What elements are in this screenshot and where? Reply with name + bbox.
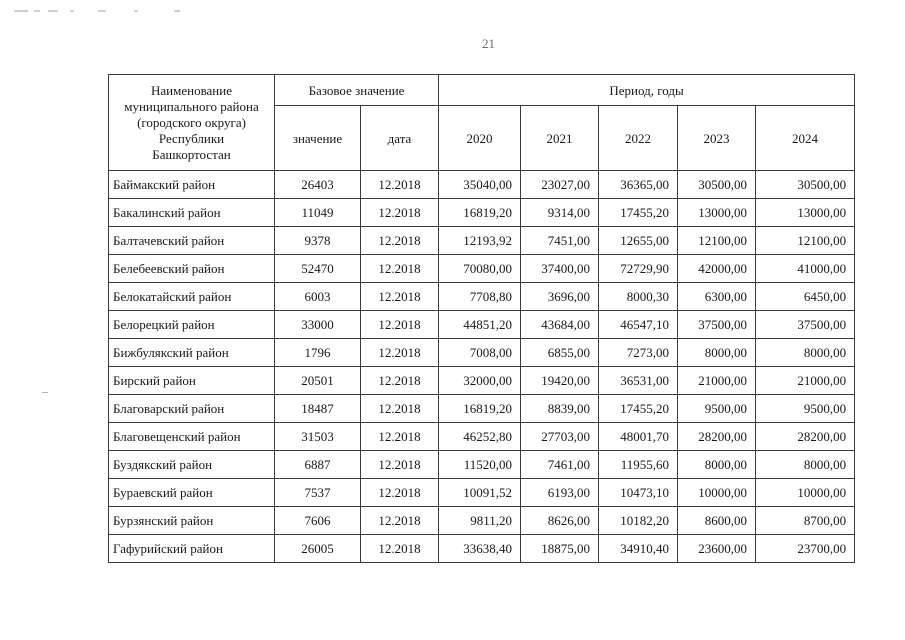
value-2020-cell: 12193,92 [439, 227, 521, 255]
base-date-cell: 12.2018 [361, 451, 439, 479]
base-value-cell: 31503 [275, 423, 361, 451]
value-2024-cell: 41000,00 [756, 255, 855, 283]
base-date-cell: 12.2018 [361, 423, 439, 451]
base-value-cell: 33000 [275, 311, 361, 339]
base-date-header: дата [361, 106, 439, 171]
value-2024-cell: 8000,00 [756, 451, 855, 479]
table-row [109, 395, 855, 423]
value-2021-cell: 7451,00 [521, 227, 599, 255]
base-date-cell: 12.2018 [361, 199, 439, 227]
base-value-cell: 52470 [275, 255, 361, 283]
table-row [109, 479, 855, 507]
value-2021-cell: 6193,00 [521, 479, 599, 507]
base-date-cell: 12.2018 [361, 507, 439, 535]
value-2024-cell: 13000,00 [756, 199, 855, 227]
base-value-cell: 9378 [275, 227, 361, 255]
value-2020-cell: 32000,00 [439, 367, 521, 395]
value-2021-cell: 23027,00 [521, 171, 599, 199]
value-2022-cell: 7273,00 [599, 339, 678, 367]
value-2022-cell: 34910,40 [599, 535, 678, 563]
base-value-cell: 6003 [275, 283, 361, 311]
value-2020-cell: 46252,80 [439, 423, 521, 451]
district-name-cell: Бураевский район [109, 479, 275, 507]
value-2023-cell: 28200,00 [678, 423, 756, 451]
base-date-cell: 12.2018 [361, 535, 439, 563]
value-2022-cell: 46547,10 [599, 311, 678, 339]
value-2022-cell: 36531,00 [599, 367, 678, 395]
header-name-line: Наименование [151, 82, 232, 98]
value-2020-cell: 7708,80 [439, 283, 521, 311]
table-row [109, 507, 855, 535]
value-2022-cell: 17455,20 [599, 199, 678, 227]
district-name-cell: Бижбулякский район [109, 339, 275, 367]
base-value-cell: 1796 [275, 339, 361, 367]
table-row [109, 311, 855, 339]
district-name-cell: Благоварский район [109, 395, 275, 423]
value-2021-cell: 43684,00 [521, 311, 599, 339]
value-2020-cell: 35040,00 [439, 171, 521, 199]
table-row [109, 535, 855, 563]
base-date-cell: 12.2018 [361, 255, 439, 283]
value-2023-cell: 13000,00 [678, 199, 756, 227]
base-date-cell: 12.2018 [361, 311, 439, 339]
header-name-line: Республики [158, 130, 225, 146]
base-value-cell: 18487 [275, 395, 361, 423]
value-2021-cell: 8839,00 [521, 395, 599, 423]
value-2024-cell: 12100,00 [756, 227, 855, 255]
value-2021-cell: 3696,00 [521, 283, 599, 311]
value-2021-cell: 37400,00 [521, 255, 599, 283]
value-2024-cell: 37500,00 [756, 311, 855, 339]
value-2023-cell: 6300,00 [678, 283, 756, 311]
value-2023-cell: 8000,00 [678, 451, 756, 479]
value-2021-cell: 27703,00 [521, 423, 599, 451]
district-name-cell: Балтачевский район [109, 227, 275, 255]
value-2023-cell: 8000,00 [678, 339, 756, 367]
district-name-cell: Белебеевский район [109, 255, 275, 283]
value-2020-cell: 16819,20 [439, 199, 521, 227]
value-2023-cell: 42000,00 [678, 255, 756, 283]
year-header: 2021 [521, 106, 599, 171]
base-date-cell: 12.2018 [361, 367, 439, 395]
base-value-cell: 6887 [275, 451, 361, 479]
table-row [109, 423, 855, 451]
value-2022-cell: 36365,00 [599, 171, 678, 199]
value-2023-cell: 30500,00 [678, 171, 756, 199]
value-2023-cell: 21000,00 [678, 367, 756, 395]
value-2021-cell: 6855,00 [521, 339, 599, 367]
value-2022-cell: 10473,10 [599, 479, 678, 507]
value-2022-cell: 48001,70 [599, 423, 678, 451]
district-name-cell: Бурзянский район [109, 507, 275, 535]
base-value-cell: 26005 [275, 535, 361, 563]
value-2024-cell: 23700,00 [756, 535, 855, 563]
base-value-group-header: Базовое значение [275, 75, 439, 106]
base-date-cell: 12.2018 [361, 395, 439, 423]
value-2024-cell: 28200,00 [756, 423, 855, 451]
value-2023-cell: 12100,00 [678, 227, 756, 255]
table-body [109, 171, 855, 563]
year-header: 2020 [439, 106, 521, 171]
district-name-cell: Буздякский район [109, 451, 275, 479]
value-2020-cell: 9811,20 [439, 507, 521, 535]
value-2022-cell: 8000,30 [599, 283, 678, 311]
value-2024-cell: 8000,00 [756, 339, 855, 367]
base-value-cell: 7606 [275, 507, 361, 535]
value-2024-cell: 21000,00 [756, 367, 855, 395]
value-2024-cell: 8700,00 [756, 507, 855, 535]
base-value-header: значение [275, 106, 361, 171]
page-number: 21 [482, 36, 495, 51]
scan-artifact-marks [14, 8, 194, 14]
district-name-cell: Белокатайский район [109, 283, 275, 311]
base-date-cell: 12.2018 [361, 479, 439, 507]
header-name-line: Башкортостан [152, 146, 231, 162]
district-name-header [109, 75, 275, 171]
value-2021-cell: 19420,00 [521, 367, 599, 395]
base-value-cell: 7537 [275, 479, 361, 507]
value-2023-cell: 9500,00 [678, 395, 756, 423]
value-2023-cell: 23600,00 [678, 535, 756, 563]
value-2020-cell: 44851,20 [439, 311, 521, 339]
table-row [109, 367, 855, 395]
base-value-cell: 20501 [275, 367, 361, 395]
value-2020-cell: 33638,40 [439, 535, 521, 563]
value-2022-cell: 10182,20 [599, 507, 678, 535]
value-2020-cell: 16819,20 [439, 395, 521, 423]
value-2020-cell: 10091,52 [439, 479, 521, 507]
table-row [109, 255, 855, 283]
value-2023-cell: 10000,00 [678, 479, 756, 507]
value-2022-cell: 17455,20 [599, 395, 678, 423]
year-header: 2023 [678, 106, 756, 171]
margin-mark [42, 392, 48, 393]
value-2024-cell: 6450,00 [756, 283, 855, 311]
table-row [109, 283, 855, 311]
base-date-cell: 12.2018 [361, 171, 439, 199]
table-header [109, 75, 855, 171]
district-indicators-table [108, 74, 855, 563]
value-2024-cell: 9500,00 [756, 395, 855, 423]
value-2022-cell: 72729,90 [599, 255, 678, 283]
value-2021-cell: 18875,00 [521, 535, 599, 563]
year-header: 2022 [599, 106, 678, 171]
district-name-cell: Баймакский район [109, 171, 275, 199]
base-value-cell: 11049 [275, 199, 361, 227]
district-name-cell: Белорецкий район [109, 311, 275, 339]
value-2021-cell: 9314,00 [521, 199, 599, 227]
district-name-cell: Гафурийский район [109, 535, 275, 563]
value-2020-cell: 11520,00 [439, 451, 521, 479]
district-name-cell: Бирский район [109, 367, 275, 395]
value-2020-cell: 70080,00 [439, 255, 521, 283]
base-value-cell: 26403 [275, 171, 361, 199]
base-date-cell: 12.2018 [361, 283, 439, 311]
value-2021-cell: 8626,00 [521, 507, 599, 535]
value-2024-cell: 10000,00 [756, 479, 855, 507]
base-date-cell: 12.2018 [361, 227, 439, 255]
table-row [109, 227, 855, 255]
year-header: 2024 [756, 106, 855, 171]
table-row [109, 199, 855, 227]
base-date-cell: 12.2018 [361, 339, 439, 367]
table-row [109, 339, 855, 367]
value-2024-cell: 30500,00 [756, 171, 855, 199]
value-2022-cell: 11955,60 [599, 451, 678, 479]
header-name-line: (городского округа) [137, 114, 246, 130]
value-2021-cell: 7461,00 [521, 451, 599, 479]
header-name-line: муниципального района [124, 98, 259, 114]
value-2023-cell: 37500,00 [678, 311, 756, 339]
value-2023-cell: 8600,00 [678, 507, 756, 535]
district-name-cell: Благовещенский район [109, 423, 275, 451]
value-2022-cell: 12655,00 [599, 227, 678, 255]
table-row [109, 171, 855, 199]
period-group-header: Период, годы [439, 75, 855, 106]
value-2020-cell: 7008,00 [439, 339, 521, 367]
table-row [109, 451, 855, 479]
district-name-cell: Бакалинский район [109, 199, 275, 227]
